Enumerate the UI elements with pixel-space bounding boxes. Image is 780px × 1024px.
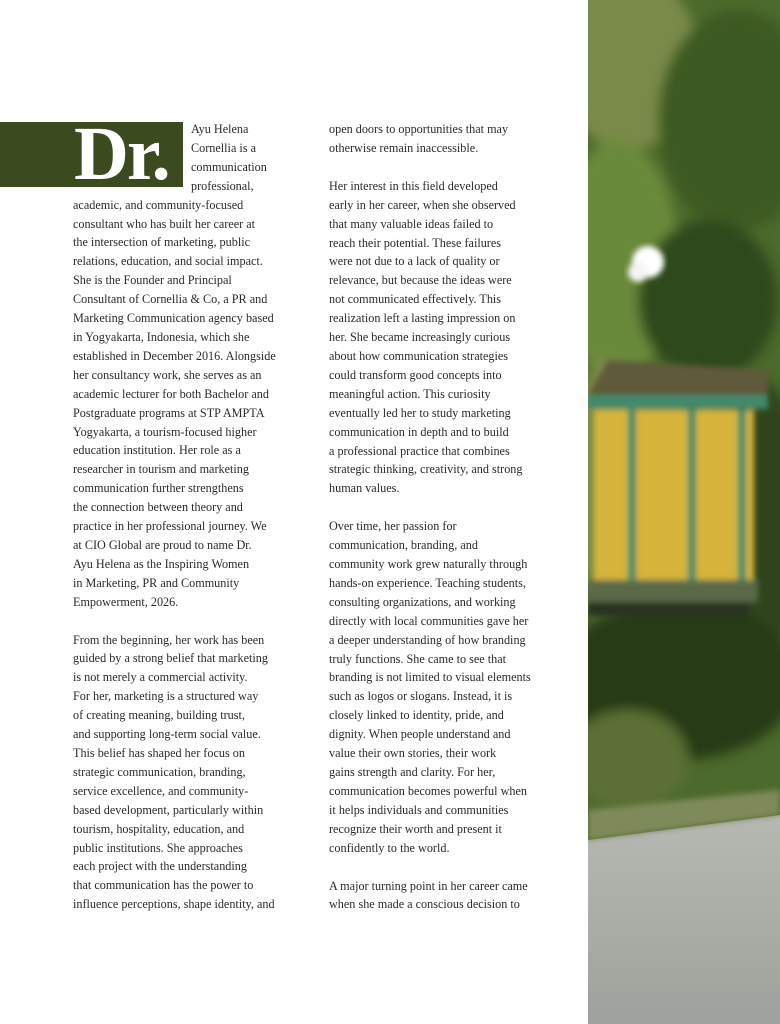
paved-path xyxy=(588,815,780,1024)
text-line: consultant who has built her career at xyxy=(73,216,256,231)
text-line: dignity. When people understand and xyxy=(329,727,511,742)
text-line: her. She became increasingly curious xyxy=(329,330,511,345)
text-line: that many valuable ideas failed to xyxy=(329,216,494,231)
text-line: such as logos or slogans. Instead, it is xyxy=(329,689,513,704)
text-line: eventually led her to study marketing xyxy=(329,405,511,420)
paragraph-continued xyxy=(329,120,561,158)
text-line: in Marketing, PR and Community xyxy=(73,575,240,590)
text-line: that communication has the power to xyxy=(73,878,254,893)
text-line: For her, marketing is a structured way xyxy=(73,689,259,704)
garden-path-wooden-hut-photo xyxy=(588,0,780,1024)
text-line: her consultancy work, she serves as an xyxy=(73,367,262,382)
text-line: communication xyxy=(191,159,267,174)
text-line: Over time, her passion for xyxy=(329,519,457,534)
text-line: were not due to a lack of quality or xyxy=(329,254,500,269)
paragraph-3 xyxy=(329,177,561,498)
text-line: early in her career, when she observed xyxy=(329,197,516,212)
paragraph-1 xyxy=(73,120,305,612)
paragraph-4 xyxy=(329,517,561,857)
text-line: communication further strengthens xyxy=(73,481,244,496)
text-line: communication in depth and to build xyxy=(329,424,509,439)
text-line: in Yogyakarta, Indonesia, which she xyxy=(73,329,250,344)
text-line: Postgraduate programs at STP AMPTA xyxy=(73,405,265,420)
text-line: communication becomes powerful when xyxy=(329,783,527,798)
text-line: confidently to the world. xyxy=(329,840,450,855)
dropcap: Dr. xyxy=(74,112,169,196)
text-line: tourism, hospitality, education, and xyxy=(73,821,245,836)
text-line: academic, and community-focused xyxy=(73,197,244,212)
text-line: researcher in tourism and marketing xyxy=(73,462,249,477)
text-line: of creating meaning, building trust, xyxy=(73,708,245,723)
text-line: Ayu Helena xyxy=(191,122,249,136)
text-line: gains strength and clarity. For her, xyxy=(329,765,496,779)
text-line: Empowerment, 2026. xyxy=(73,594,179,609)
photo-illustration xyxy=(588,0,780,1024)
text-line: when she made a conscious decision to xyxy=(329,897,520,912)
text-line: academic lecturer for both Bachelor and xyxy=(73,386,269,401)
text-line: Her interest in this field developed xyxy=(329,178,498,193)
text-line: strategic thinking, creativity, and strong xyxy=(329,462,523,477)
text-line: Ayu Helena as the Inspiring Women xyxy=(73,556,250,571)
text-line: relations, education, and social impact. xyxy=(73,254,263,269)
text-line: branding is not limited to visual elements xyxy=(329,670,531,685)
text-line: community work grew naturally through xyxy=(329,557,528,572)
text-line: recognize their worth and present it xyxy=(329,821,502,836)
text-line: not communicated effectively. This xyxy=(329,292,502,307)
text-line: practice in her professional journey. We xyxy=(73,519,267,534)
text-line: From the beginning, her work has been xyxy=(73,632,265,647)
text-line: it helps individuals and communities xyxy=(329,802,509,817)
text-line: Consultant of Cornellia & Co, a PR and xyxy=(73,292,268,307)
text-line: directly with local communities gave her xyxy=(329,613,529,628)
text-line: otherwise remain inaccessible. xyxy=(329,140,479,155)
text-line: truly functions. She came to see that xyxy=(329,651,507,666)
text-line: This belief has shaped her focus on xyxy=(73,746,245,760)
article-column-2 xyxy=(329,120,561,914)
text-line: A major turning point in her career came xyxy=(329,878,528,893)
text-line: could transform good concepts into xyxy=(329,367,502,382)
text-line: and supporting long-term social value. xyxy=(73,727,261,742)
text-line: value their own stories, their work xyxy=(329,746,497,761)
text-line: guided by a strong belief that marketing xyxy=(73,651,268,666)
text-line: based development, particularly within xyxy=(73,802,264,817)
text-line: a professional practice that combines xyxy=(329,443,510,458)
text-line: at CIO Global are proud to name Dr. xyxy=(73,537,252,552)
text-line: Marketing Communication agency based xyxy=(73,311,274,326)
text-line: professional, xyxy=(191,178,254,193)
text-line: influence perceptions, shape identity, and xyxy=(73,897,275,912)
paragraph-2 xyxy=(73,631,305,915)
text-line: public institutions. She approaches xyxy=(73,840,243,855)
text-line: a deeper understanding of how branding xyxy=(329,632,526,647)
text-line: realization left a lasting impression on xyxy=(329,311,516,326)
wooden-hut xyxy=(588,360,768,616)
text-line: each project with the understanding xyxy=(73,859,247,874)
text-line: the intersection of marketing, public xyxy=(73,235,251,250)
text-line: about how communication strategies xyxy=(329,348,509,363)
article-column-1 xyxy=(73,120,305,914)
text-line: reach their potential. These failures xyxy=(329,235,502,250)
text-line: education institution. Her role as a xyxy=(73,443,241,458)
text-line: communication, branding, and xyxy=(329,538,478,553)
text-line: is not merely a commercial activity. xyxy=(73,670,248,685)
text-line: meaningful action. This curiosity xyxy=(329,386,491,401)
text-line: Yogyakarta, a tourism-focused higher xyxy=(73,424,257,439)
text-line: established in December 2016. Alongside xyxy=(73,348,276,363)
text-line: the connection between theory and xyxy=(73,500,243,515)
text-line: service excellence, and community- xyxy=(73,783,249,798)
text-line: open doors to opportunities that may xyxy=(329,122,509,136)
text-line: consulting organizations, and working xyxy=(329,594,516,609)
text-line: She is the Founder and Principal xyxy=(73,273,232,288)
text-line: Cornellia is a xyxy=(191,140,256,155)
paragraph-5 xyxy=(329,877,561,915)
text-line: hands-on experience. Teaching students, xyxy=(329,575,526,590)
text-line: relevance, but because the ideas were xyxy=(329,273,512,288)
text-line: human values. xyxy=(329,481,400,496)
text-line: strategic communication, branding, xyxy=(73,764,246,779)
text-line: closely linked to identity, pride, and xyxy=(329,708,504,723)
